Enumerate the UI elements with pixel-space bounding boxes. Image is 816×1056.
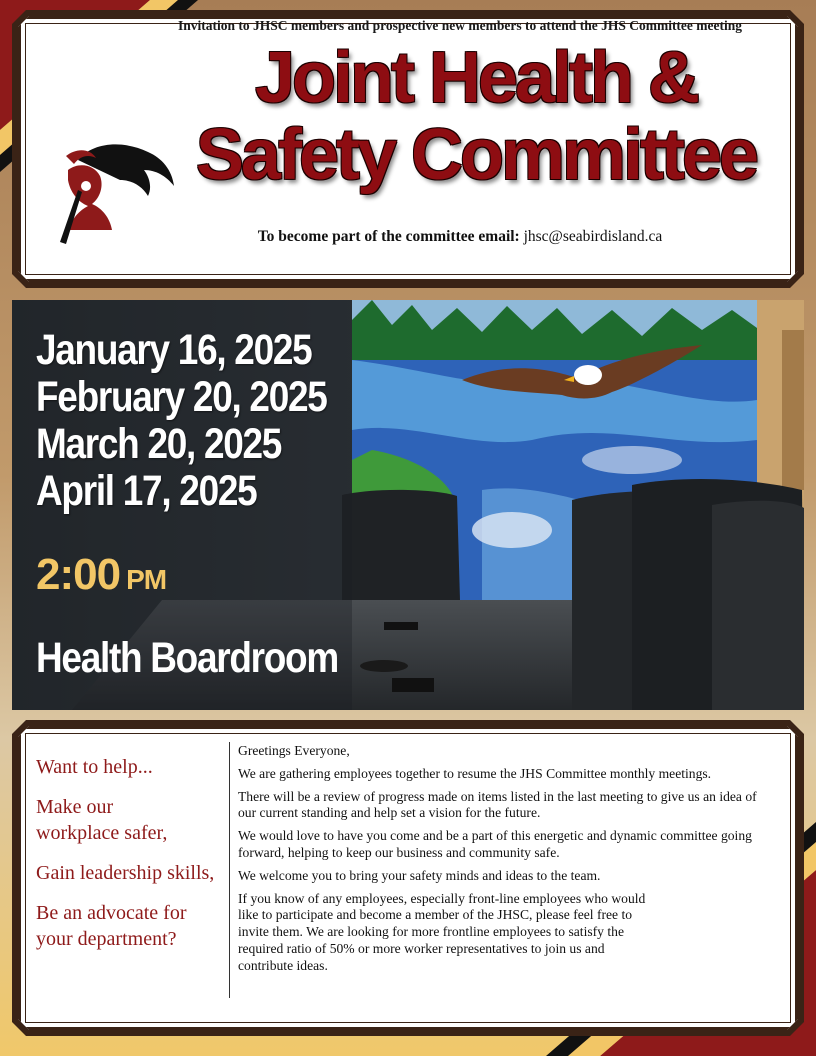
meeting-time-suffix: PM	[126, 564, 167, 595]
meeting-time-value: 2:00	[36, 550, 121, 599]
contact-label: To become part of the committee email:	[257, 228, 520, 245]
page-title	[186, 40, 766, 194]
column-divider	[229, 742, 230, 998]
contact-email-link[interactable]: jhsc@seabirdisland.ca	[523, 228, 663, 245]
message-paragraph: Greetings Everyone,	[238, 743, 350, 758]
meeting-time	[36, 550, 166, 600]
message-paragraph: We are gathering employees together to resume the JHS Committee monthly meetings.	[238, 765, 712, 781]
title-line-2: Safety Committee	[195, 115, 757, 195]
title-line-1: Joint Health &	[254, 38, 698, 118]
meeting-date-2: February 20, 2025	[36, 373, 327, 421]
pitch-item: Make our workplace safer,	[36, 796, 168, 844]
invitation-text: Invitation to JHSC members and prospective new members to attend the JHS Committee meeting	[177, 18, 743, 33]
message-paragraph: We welcome you to bring your safety minds and ideas to the team.	[238, 867, 601, 883]
pitch-item: Want to help...	[36, 756, 153, 778]
meeting-location: Health Boardroom	[36, 634, 338, 682]
message-body	[238, 743, 778, 981]
pitch-item: Gain leadership skills,	[36, 862, 215, 884]
meeting-date-4: April 17, 2025	[36, 467, 257, 515]
thunderbird-logo-icon	[38, 130, 178, 250]
message-paragraph: There will be a review of progress made on items listed in the last meeting to give us an idea of our current standing and help set a vision for the future.	[238, 788, 757, 821]
message-paragraph: We would love to have you come and be a part of this energetic and dynamic committee going forward, helping to keep our business and community safe.	[238, 828, 752, 860]
meeting-date-1: January 16, 2025	[36, 326, 312, 374]
meeting-date-3: March 20, 2025	[36, 420, 282, 468]
message-paragraph: If you know of any employees, especially front-line employees who would like to participate and become a member of the JHSC, please feel free to invite them. We are looking for more frontline employees to satisfy the required ratio of 50% or more worker representatives to join us and contribute ideas.	[238, 890, 646, 973]
boardroom-photo	[12, 300, 804, 710]
contact-line	[160, 228, 760, 246]
pitch-list	[36, 754, 226, 966]
pitch-item: Be an advocate for your department?	[36, 902, 187, 950]
